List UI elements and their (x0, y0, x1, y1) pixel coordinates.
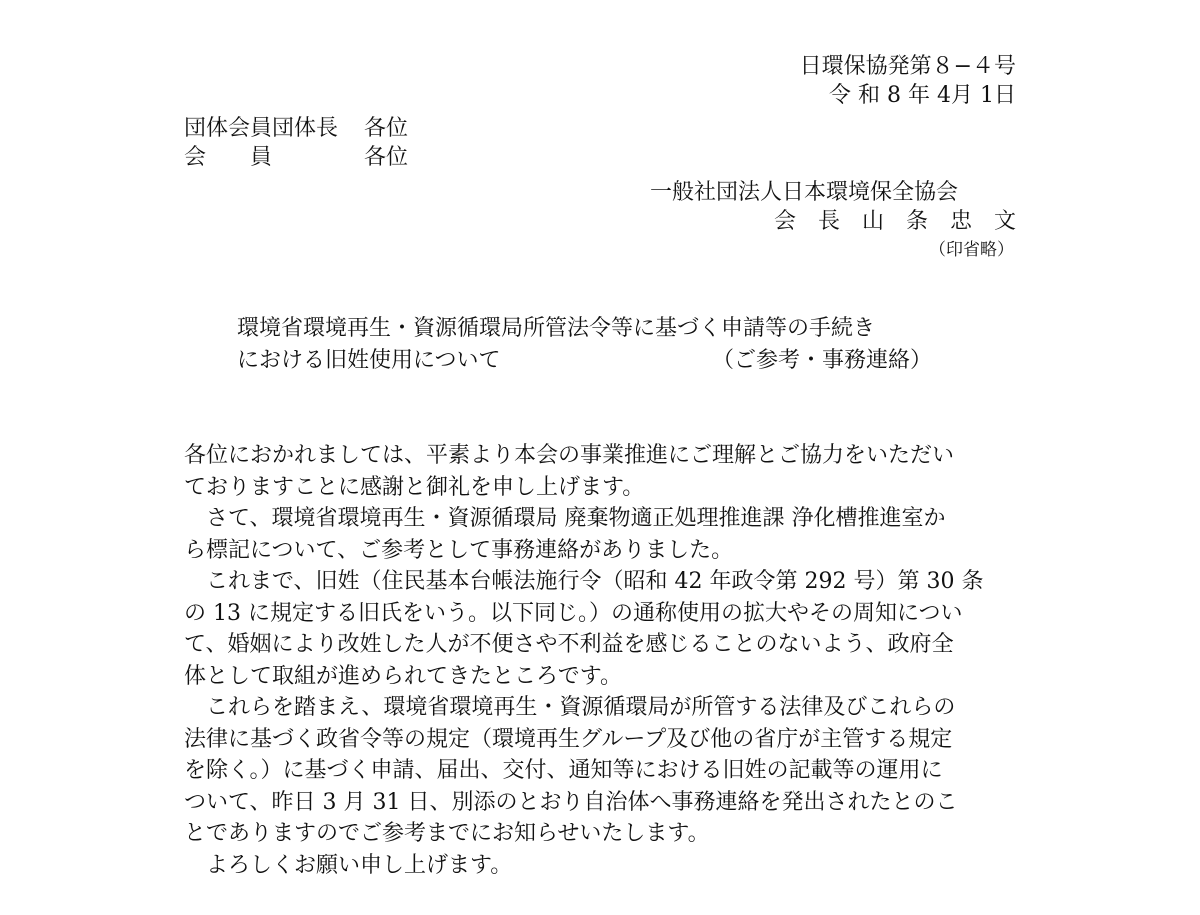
recipient-suffix-2: 各位 (364, 145, 409, 170)
body-line: これまで、旧姓（住民基本台帳法施行令（昭和 42 年政令第 292 号）第 30 条 (206, 569, 984, 594)
body-line: の 13 に規定する旧氏をいう。以下同じ。）の通称使用の拡大やその周知につい (184, 600, 963, 626)
body-line: を除く。）に基づく申請、届出、交付、通知等における旧姓の記載等の運用に (184, 758, 943, 783)
recipient-suffix-1: 各位 (364, 116, 409, 141)
document-body (184, 440, 1030, 881)
recipient-line-2 (184, 143, 272, 173)
recipient-role: 団体会員団体長 (184, 116, 339, 141)
body-line: これらを踏まえ、環境省環境再生・資源循環局が所管する法律及びこれらの (206, 695, 956, 720)
body-line: とでありますのでご参考までにお知らせいたします。 (184, 821, 710, 846)
body-line: て、婚姻により改姓した人が不便さや不利益を感じることのないよう、政府全 (184, 632, 954, 657)
body-paragraph-3 (184, 566, 1030, 692)
document-number: 日環保協発第８−４号 (799, 54, 1016, 79)
body-line: ら標記について、ご参考として事務連絡がありました。 (184, 537, 734, 563)
body-line: よろしくお願い申し上げます。 (206, 852, 513, 878)
seal-note: （印省略） (929, 240, 1014, 260)
subject-line-2: における旧姓使用について (237, 348, 501, 373)
body-line: 各位におかれましては、平素より本会の事業推進にご理解とご協力をいただい (184, 443, 955, 468)
body-line: ておりますことに感謝と御礼を申し上げます。 (184, 474, 645, 500)
subject-note: （ご参考・事務連絡） (712, 348, 933, 373)
body-paragraph-2 (184, 503, 1030, 566)
body-line: ついて、昨日 3 月 31 日、別添のとおり自治体へ事務連絡を発出されたとのこ (184, 789, 958, 815)
sender-title: 会 長 山 条 忠 文 (773, 209, 1016, 234)
body-paragraph-5 (184, 850, 1030, 882)
sender-organization: 一般社団法人日本環境保全協会 (650, 180, 959, 205)
recipient-role: 会 員 (184, 145, 273, 170)
body-line: 体として取組が進められてきたところです。 (184, 663, 623, 689)
body-line: さて、環境省環境再生・資源循環局 廃棄物適正処理推進課 浄化槽推進室か (206, 506, 946, 531)
subject-line-1: 環境省環境再生・資源循環局所管法令等に基づく申請等の手続き (237, 316, 876, 341)
recipient-line-1 (184, 114, 338, 144)
document-date: 令 和 8 年 4月 1日 (829, 83, 1016, 108)
body-paragraph-1 (184, 440, 1030, 503)
body-line: 法律に基づく政省令等の規定（環境再生グループ及び他の省庁が主管する規定 (184, 726, 953, 752)
body-paragraph-4 (184, 692, 1030, 850)
